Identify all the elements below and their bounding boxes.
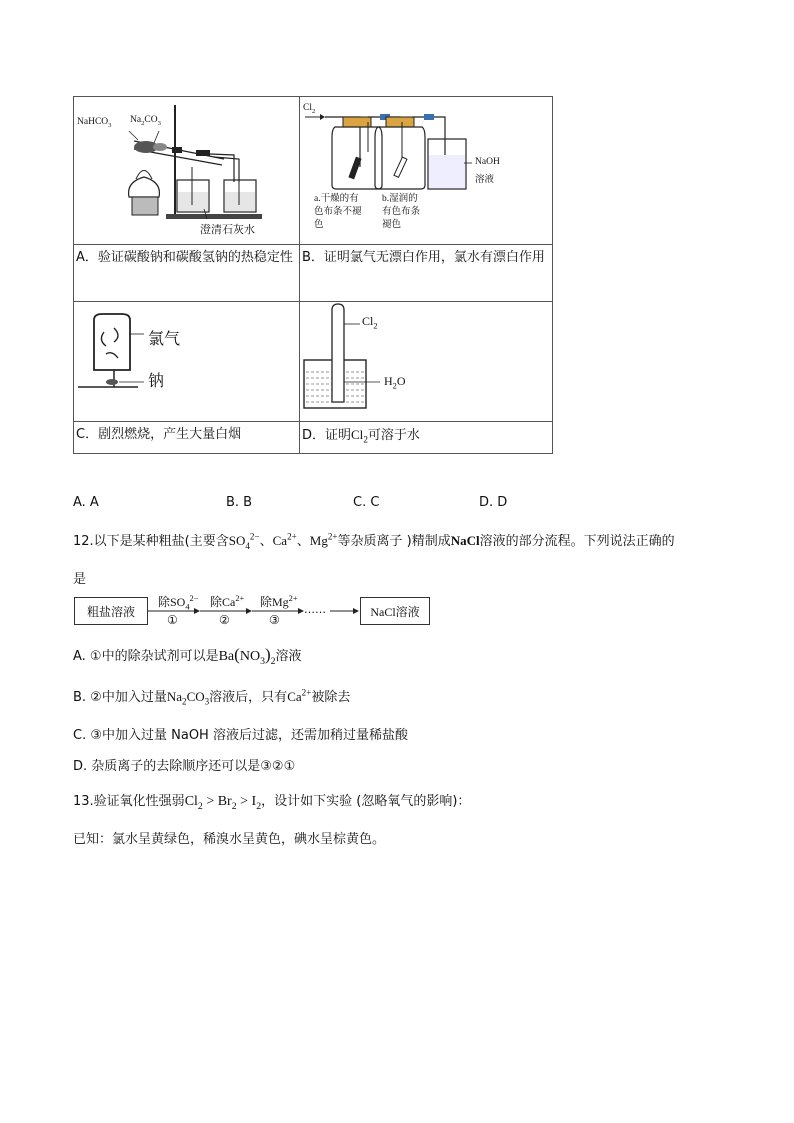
figure-c-apparatus (74, 302, 299, 421)
label-b-line2: 有色布条 (382, 207, 421, 217)
label-b-line1: b.湿润的 (382, 194, 418, 204)
label-sodium: 钠 (148, 371, 165, 390)
q11-option-b[interactable]: B. B (226, 495, 253, 510)
q13-stem: 13.验证氧化性强弱$Cl_2 > Br_2 > I_2$，设计如下实验 (忽略氧气的影响)： (73, 794, 471, 812)
label-b-line3: 褪色 (382, 220, 402, 230)
label-solution: 溶液 (475, 175, 495, 185)
q12-option-b[interactable]: B. ②中加入过量$Na_2CO_3$溶液后，只有$Ca^{2+}$被除去 (73, 687, 351, 707)
figure-a (74, 97, 299, 244)
figure-d (300, 302, 554, 421)
label-a-line1: a.干燥的有 (314, 194, 359, 204)
flow-step1-label: 除$SO_4^{2-}$ (158, 594, 199, 612)
label-chlorine: 氯气 (148, 329, 181, 348)
flow-step3-number: ③ (269, 613, 280, 627)
label-cl2-gas: $Cl_2$ (303, 103, 316, 115)
q13-known: 已知：氯水呈黄绿色，稀溴水呈黄色，碘水呈棕黄色。 (73, 832, 386, 847)
label-h2o: $H_2O$ (384, 374, 406, 391)
label-naoh: NaOH (475, 157, 500, 167)
q12-stem-cont: 是 (73, 572, 87, 587)
label-a-line2: 色布条不褪 (314, 207, 362, 217)
flow-step3-label: 除$Mg^{2+}$ (260, 594, 298, 609)
label-a-line3: 色 (314, 220, 324, 230)
flow-step2-label: 除$Ca^{2+}$ (210, 594, 245, 609)
experiment-table (73, 96, 553, 454)
figure-b-apparatus (300, 97, 554, 244)
q11-option-d[interactable]: D. D (479, 495, 508, 510)
flow-step1-number: ① (167, 613, 178, 627)
label-nahco3: NaHCO$_3$ (77, 117, 112, 129)
q12-option-d[interactable]: D. 杂质离子的去除顺序还可以是③②① (73, 759, 296, 774)
figure-d-apparatus (300, 302, 554, 421)
caption-d: D．证明$Cl_2$可溶于水 (302, 427, 420, 445)
label-na2co3: $Na_2CO_3$ (130, 115, 161, 127)
flow-step2-number: ② (219, 613, 230, 627)
flow-end-box: NaCl溶液 (360, 597, 430, 625)
q11-option-a[interactable]: A. A (73, 495, 99, 510)
figure-c (74, 302, 299, 421)
label-cl2-tube: $Cl_2$ (362, 314, 378, 331)
flow-ellipsis: …… (304, 603, 326, 616)
caption-a: A．验证碳酸钠和碳酸氢钠的热稳定性 (76, 250, 293, 265)
caption-c: C．剧烈燃烧，产生大量白烟 (76, 427, 242, 442)
flow-start-box: 粗盐溶液 (74, 597, 148, 625)
figure-b (300, 97, 554, 244)
label-limewater: 澄清石灰水 (200, 224, 255, 236)
q12-option-a[interactable]: A. ①中的除杂试剂可以是$Ba(NO_3)_2$溶液 (73, 645, 302, 667)
caption-b: B．证明氯气无漂白作用，氯水有漂白作用 (302, 250, 545, 265)
q12-option-c[interactable]: C. ③中加入过量 NaOH 溶液后过滤，还需加稍过量稀盐酸 (73, 728, 408, 743)
q11-option-c[interactable]: C. C (353, 495, 380, 510)
q12-stem: 12.以下是某种粗盐(主要含$SO_4^{2-}$、$Ca^{2+}$、$Mg^{2+}$等杂质离子 )精制成NaCl溶液的部分流程。下列说法正确的 (73, 531, 675, 551)
